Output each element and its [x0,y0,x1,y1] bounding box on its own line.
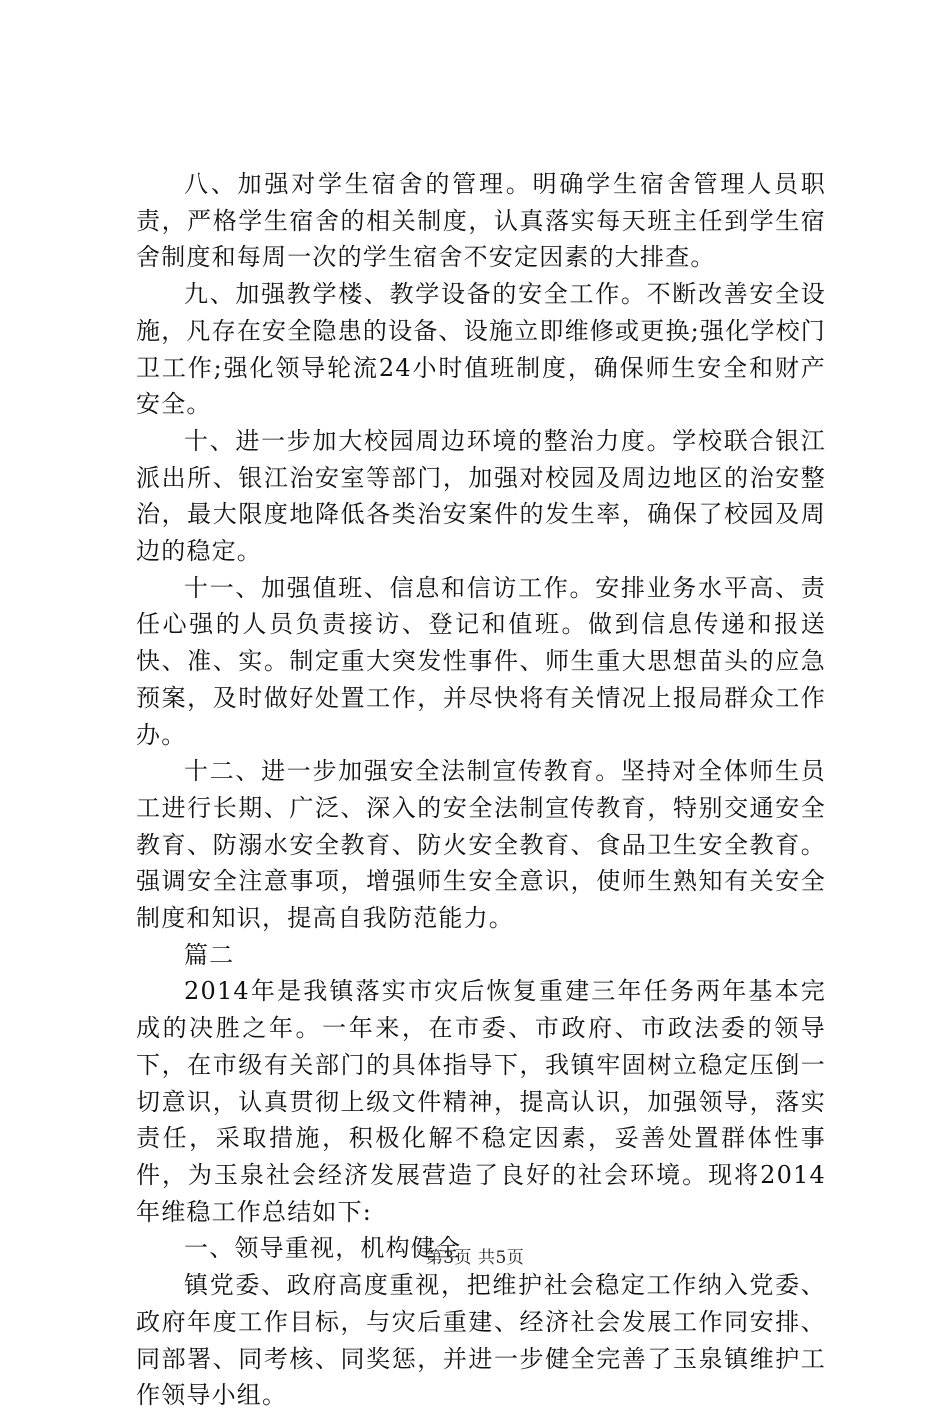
page-footer: 第3页 共5页 [425,1248,525,1268]
paragraph-8-dormitory: 八、加强对学生宿舍的管理。明确学生宿舍管理人员职责，严格学生宿舍的相关制度，认真落实每天班主任到学生宿舍制度和每周一次的学生宿舍不安定因素的大排查。 [136,170,826,272]
document-body [136,166,826,1414]
paragraph-leadership-detail: 镇党委、政府高度重视，把维护社会稳定工作纳入党委、政府年度工作目标，与灾后重建、经济社会发展工作同安排、同部署、同考核、同奖惩，并进一步健全完善了玉泉镇维护工作领导小组。 [136,1271,826,1410]
paragraph-2014-overview: 2014年是我镇落实市灾后恢复重建三年任务两年基本完成的决胜之年。一年来，在市委、市政府、市政法委的领导下，在市级有关部门的具体指导下，我镇牢固树立稳定压倒一切意识，认真贯彻上级文件精神，提高认识，加强领导，落实责任，采取措施，积极化解不稳定因素，妥善处置群体性事件，为玉泉社会经济发展营造了良好的社会环境。现将2014年维稳工作总结如下: [136,977,826,1226]
paragraph-10-campus-environment: 十、进一步加大校园周边环境的整治力度。学校联合银江派出所、银江治安室等部门，加强对校园及周边地区的治安整治，最大限度地降低各类治安案件的发生率，确保了校园及周边的稳定。 [136,426,826,566]
subheading-leadership: 一、领导重视，机构健全 [184,1234,462,1263]
paragraph-12-legal-education: 十二、进一步加强安全法制宣传教育。坚持对全体师生员工进行长期、广泛、深入的安全法制宣传教育，特别交通安全教育、防溺水安全教育、防火安全教育、食品卫生安全教育。强调安全注意事项，增强师生安全意识，使师生熟知有关安全制度和知识，提高自我防范能力。 [136,757,826,933]
paragraph-9-teaching-building: 九、加强教学楼、教学设备的安全工作。不断改善安全设施，凡存在安全隐患的设备、设施立即维修或更换;强化学校门卫工作;强化领导轮流24小时值班制度，确保师生安全和财产安全。 [136,280,826,419]
paragraph-11-duty-petition: 十一、加强值班、信息和信访工作。安排业务水平高、责任心强的人员负责接访、登记和值班。做到信息传递和报送快、准、实。制定重大突发性事件、师生重大思想苗头的应急预案，及时做好处置工作，并尽快将有关情况上报局群众工作办。 [136,573,826,749]
section-heading-part-two: 篇二 [184,940,235,969]
